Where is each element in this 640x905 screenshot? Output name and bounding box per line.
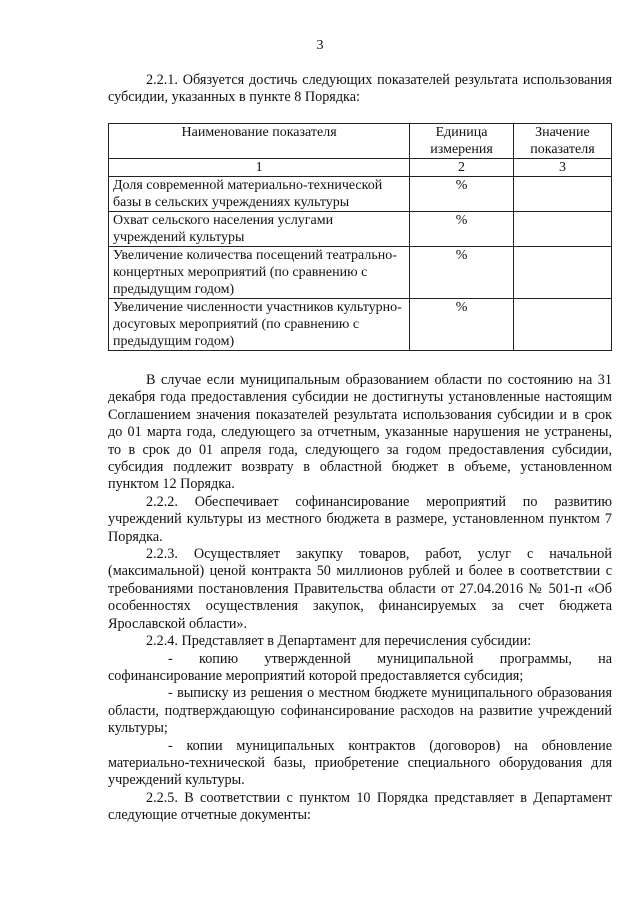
intro-paragraph	[108, 72, 612, 107]
table-row	[109, 177, 612, 212]
indicator-name: Охват сельского населения услугами учреждений культуры	[109, 212, 410, 247]
indicator-value	[513, 212, 611, 247]
paragraph-return-condition: В случае если муниципальным образованием области по состоянию на 31 декабря года предоставления субсидии не достигнуты установленные настоящим Соглашением значения показателей результата использования субсидии и в срок до 01 марта года, следующего за отчетным, указанные нарушения не устранены, то в срок до 01 апреля года, следующего за годом предоставления субсидии, субсидия подлежит возврату в областной бюджет в объеме, установленном пунктом 12 Порядка.	[108, 372, 612, 493]
indicator-unit: %	[410, 247, 514, 299]
list-item-budget-extract: - выписку из решения о местном бюджете муниципального образования области, подтверждающую софинансирование расходов на развитие учреждений культуры;	[108, 685, 612, 737]
clause-2-2-2: 2.2.2. Обеспечивает софинансирование мероприятий по развитию учреждений культуры из местного бюджета в размере, установленном пунктом 7 Порядка.	[108, 493, 612, 545]
indicator-name: Увеличение численности участников культурно-досуговых мероприятий (по сравнению с предыдущим годом)	[109, 299, 410, 351]
indicator-value	[513, 247, 611, 299]
table-row	[109, 212, 612, 247]
table-row	[109, 299, 612, 351]
header-indicator-name: Наименование показателя	[109, 124, 410, 159]
clause-2-2-4: 2.2.4. Представляет в Департамент для перечисления субсидии:	[146, 633, 532, 650]
list-item-contract-copies: - копии муниципальных контрактов (договоров) на обновление материально-технической базы, приобретение специального оборудования для учреждений культуры.	[108, 737, 612, 789]
list-item-program-copy: - копию утвержденной муниципальной программы, на софинансирование мероприятий которой предоставляется субсидия;	[108, 650, 612, 684]
table-row	[109, 247, 612, 299]
indicator-unit: %	[410, 212, 514, 247]
col-number-1: 1	[109, 159, 410, 177]
col-number-3: 3	[513, 159, 611, 177]
clause-2-2-1: 2.2.1. Обязуется достичь следующих показателей результата использования субсидии, указанных в пункте 8 Порядка:	[108, 72, 612, 106]
indicator-name: Увеличение количества посещений театрально-концертных мероприятий (по сравнению с предыдущим годом)	[109, 247, 410, 299]
body-text	[108, 372, 612, 825]
clause-2-2-3: 2.2.3. Осуществляет закупку товаров, работ, услуг с начальной (максимальной) ценой контракта 50 миллионов рублей и более в соответствии с требованиями постановления Правительства области от 27.04.2016 № 501-п «Об особенностях осуществления закупок, финансируемых за счет бюджета Ярославской области».	[108, 546, 612, 632]
indicator-unit: %	[410, 177, 514, 212]
indicator-name: Доля современной материально-технической базы в сельских учреждениях культуры	[109, 177, 410, 212]
header-value: Значение показателя	[513, 124, 611, 159]
indicator-value	[513, 299, 611, 351]
page-number: 3	[316, 38, 324, 53]
indicator-value	[513, 177, 611, 212]
clause-2-2-5: 2.2.5. В соответствии с пунктом 10 Порядка представляет в Департамент следующие отчетные документы:	[108, 789, 612, 824]
col-number-2: 2	[410, 159, 514, 177]
indicator-unit: %	[410, 299, 514, 351]
indicators-table	[108, 123, 612, 351]
header-unit: Единица измерения	[410, 124, 514, 159]
